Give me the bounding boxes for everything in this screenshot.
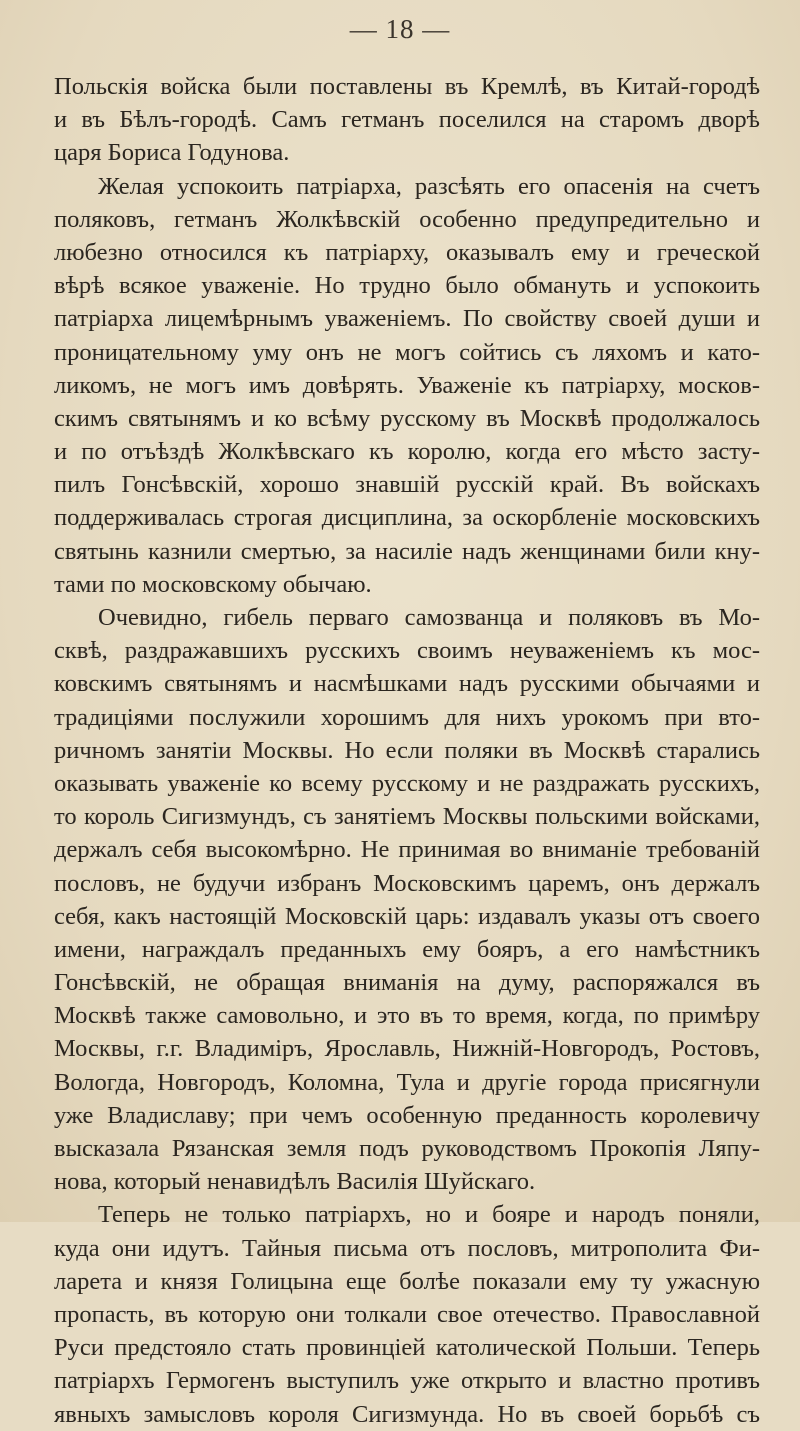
text-line: проницательному уму онъ не могъ сойтись съ ляхомъ и като- — [54, 338, 760, 366]
text-line: традиціями послужили хорошимъ для нихъ урокомъ при вто- — [54, 703, 760, 731]
text-line: любезно относился къ патріарху, оказывалъ ему и греческой — [54, 238, 760, 266]
text-line: явныхъ замысловъ короля Сигизмунда. Но въ своей борьбѣ съ — [54, 1400, 760, 1428]
text-line: патріархъ Гермогенъ выступилъ уже открыто и властно противъ — [54, 1367, 760, 1395]
text-line: куда они идутъ. Тайныя письма отъ пословъ, митрополита Фи- — [54, 1234, 760, 1262]
text-line: ларета и князя Голицына еще болѣе показали ему ту ужасную — [54, 1267, 760, 1295]
body-text — [54, 70, 760, 1431]
text-line: Теперь не только патріархъ, но и бояре и народъ поняли, — [98, 1201, 760, 1229]
text-line: скимъ святынямъ и ко всѣму русскому въ Москвѣ продолжалось — [54, 404, 760, 432]
text-line: себя, какъ настоящій Московскій царь: издавалъ указы отъ своего — [54, 902, 760, 930]
text-line: и по отъѣздѣ Жолкѣвскаго къ королю, когда его мѣсто засту- — [54, 438, 760, 466]
text-line: вѣрѣ всякое уваженіе. Но трудно было обмануть и успокоить — [54, 272, 760, 300]
text-line: держалъ себя высокомѣрно. Не принимая во вниманіе требованій — [54, 836, 760, 864]
text-line: пилъ Гонсѣвскій, хорошо знавшій русскій край. Въ войскахъ — [54, 471, 760, 499]
text-line: ликомъ, не могъ имъ довѣрять. Уваженіе къ патріарху, москов- — [54, 371, 760, 399]
text-line: тами по московскому обычаю. — [54, 570, 372, 598]
text-line: ричномъ занятіи Москвы. Но если поляки въ Москвѣ старались — [54, 736, 760, 764]
text-line: уже Владиславу; при чемъ особенную преданность королевичу — [54, 1101, 760, 1129]
text-line: Руси предстояло стать провинціей католической Польши. Теперь — [54, 1334, 760, 1362]
text-line: Гонсѣвскій, не обращая вниманія на думу, распоряжался въ — [54, 969, 760, 997]
text-line: нова, который ненавидѣлъ Василія Шуйскаго. — [54, 1168, 536, 1196]
text-line: Вологда, Новгородъ, Коломна, Тула и другіе города присягнули — [54, 1068, 760, 1096]
text-line: сквѣ, раздражавшихъ русскихъ своимъ неуваженіемъ къ мос- — [54, 637, 760, 665]
text-line: Очевидно, гибель перваго самозванца и поляковъ въ Мо- — [98, 604, 760, 631]
text-line: пословъ, не будучи избранъ Московскимъ царемъ, онъ держалъ — [54, 869, 760, 897]
text-line: Желая успокоить патріарха, разсѣять его опасенія на счетъ — [98, 172, 760, 200]
text-line: ковскимъ святынямъ и насмѣшками надъ русскими обычаями и — [54, 670, 760, 698]
page-number: — 18 — — [349, 14, 451, 44]
text-line: оказывать уваженіе ко всему русскому и не раздражать русскихъ, — [54, 769, 760, 797]
text-line: Польскія войска были поставлены въ Кремлѣ, въ Китай-городѣ — [54, 73, 760, 100]
text-line: поддерживалась строгая дисциплина, за оскорбленіе московскихъ — [54, 504, 760, 532]
text-line: и въ Бѣлъ-городѣ. Самъ гетманъ поселился на старомъ дворѣ — [54, 106, 760, 134]
text-line: царя Бориса Годунова. — [54, 139, 290, 167]
text-line: имени, награждалъ преданныхъ ему бояръ, а его намѣстникъ — [54, 935, 760, 963]
text-line: поляковъ, гетманъ Жолкѣвскій особенно предупредительно и — [54, 205, 760, 233]
text-line: Москвы, г.г. Владиміръ, Ярославль, Нижній-Новгородъ, Ростовъ, — [54, 1035, 760, 1063]
text-line: Москвѣ также самовольно, и это въ то время, когда, по примѣру — [54, 1002, 760, 1030]
text-line: пропасть, въ которую они толкали свое отечество. Православной — [54, 1300, 760, 1328]
text-line: святынь казнили смертью, за насиліе надъ женщинами били кну- — [54, 537, 760, 565]
text-line: патріарха лицемѣрнымъ уваженіемъ. По свойству своей души и — [54, 305, 760, 333]
text-line: то король Сигизмундъ, съ занятіемъ Москвы польскими войсками, — [54, 803, 760, 831]
text-line: высказала Рязанская земля подъ руководствомъ Прокопія Ляпу- — [54, 1135, 760, 1162]
